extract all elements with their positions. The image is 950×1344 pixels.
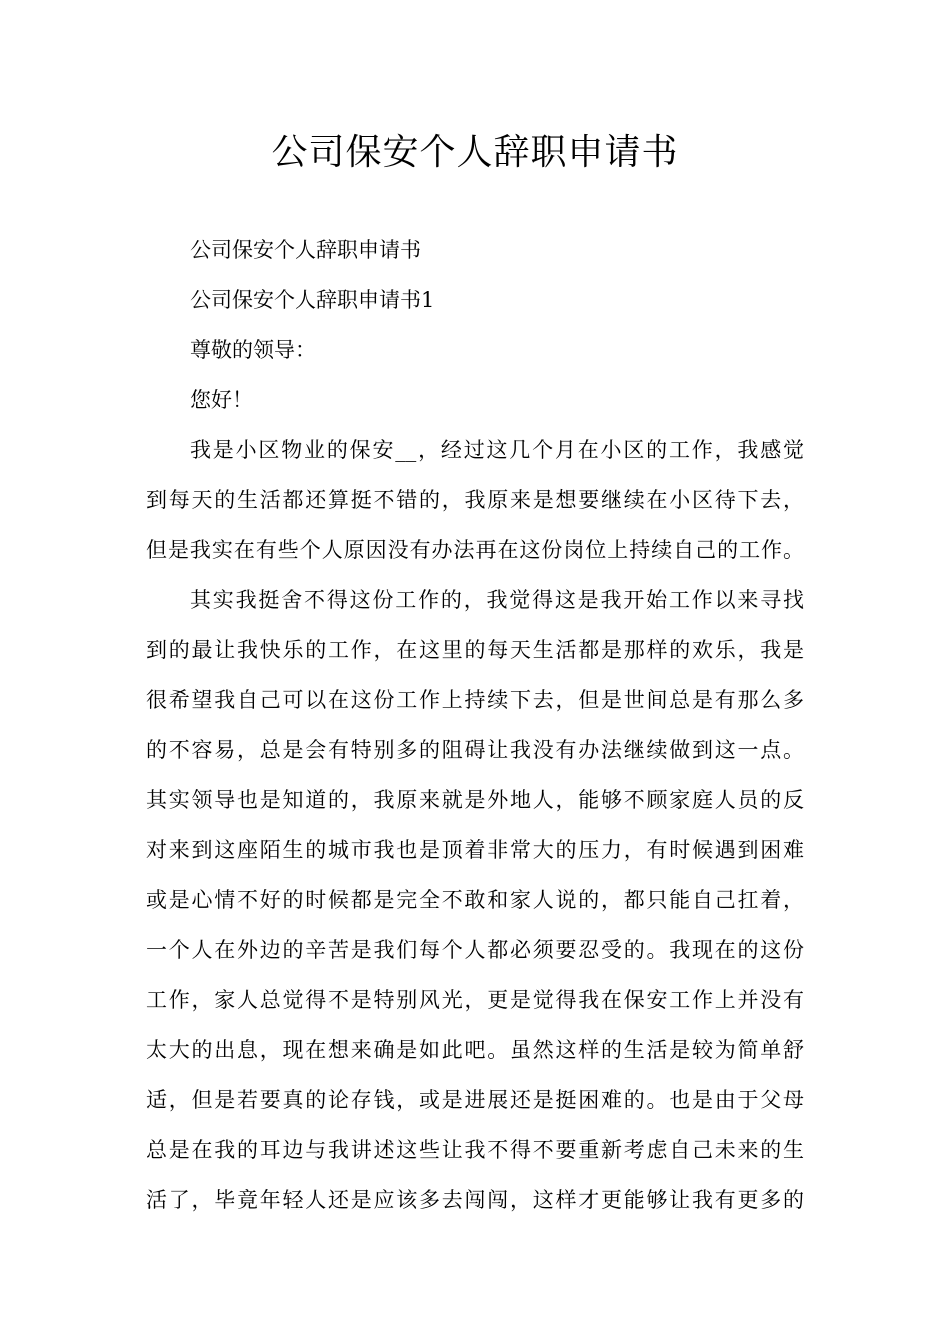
subtitle-line: 公司保安个人辞职申请书 (190, 238, 421, 262)
subtitle-numbered-line: 公司保安个人辞职申请书1 (190, 288, 435, 312)
paragraph-2-line: 其实我挺舍不得这份工作的，我觉得这是我开始工作以来寻找 (190, 588, 804, 612)
paragraph-2-line: 对来到这座陌生的城市我也是顶着非常大的压力，有时候遇到困难 (146, 838, 804, 862)
paragraph-2-line: 太大的出息，现在想来确是如此吧。虽然这样的生活是较为简单舒 (146, 1038, 804, 1062)
paragraph-2-line: 到的最让我快乐的工作，在这里的每天生活都是那样的欢乐，我是 (146, 638, 804, 662)
paragraph-2-line: 其实领导也是知道的，我原来就是外地人，能够不顾家庭人员的反 (146, 788, 804, 812)
document-title: 公司保安个人辞职申请书 (271, 132, 679, 173)
paragraph-2-line: 或是心情不好的时候都是完全不敢和家人说的，都只能自己扛着， (146, 888, 804, 912)
paragraph-2-line: 总是在我的耳边与我讲述这些让我不得不要重新考虑自己未来的生 (146, 1138, 804, 1162)
paragraph-2-line: 工作，家人总觉得不是特别风光，更是觉得我在保安工作上并没有 (146, 988, 804, 1012)
paragraph-1-line: 我是小区物业的保安__，经过这几个月在小区的工作，我感觉 (190, 438, 804, 462)
paragraph-2-line: 活了，毕竟年轻人还是应该多去闯闯，这样才更能够让我有更多的 (146, 1188, 804, 1212)
paragraph-2-line: 很希望我自己可以在这份工作上持续下去，但是世间总是有那么多 (146, 688, 804, 712)
paragraph-1-line: 但是我实在有些个人原因没有办法再在这份岗位上持续自己的工作。 (146, 538, 804, 562)
salutation-line: 尊敬的领导： (190, 338, 316, 362)
paragraph-2-line: 的不容易，总是会有特别多的阻碍让我没有办法继续做到这一点。 (146, 738, 804, 762)
paragraph-1-line: 到每天的生活都还算挺不错的，我原来是想要继续在小区待下去， (146, 488, 804, 512)
paragraph-2-line: 适，但是若要真的论存钱，或是进展还是挺困难的。也是由于父母 (146, 1088, 804, 1112)
greeting-line: 您好！ (190, 388, 253, 412)
paragraph-2-line: 一个人在外边的辛苦是我们每个人都必须要忍受的。我现在的这份 (146, 938, 804, 962)
